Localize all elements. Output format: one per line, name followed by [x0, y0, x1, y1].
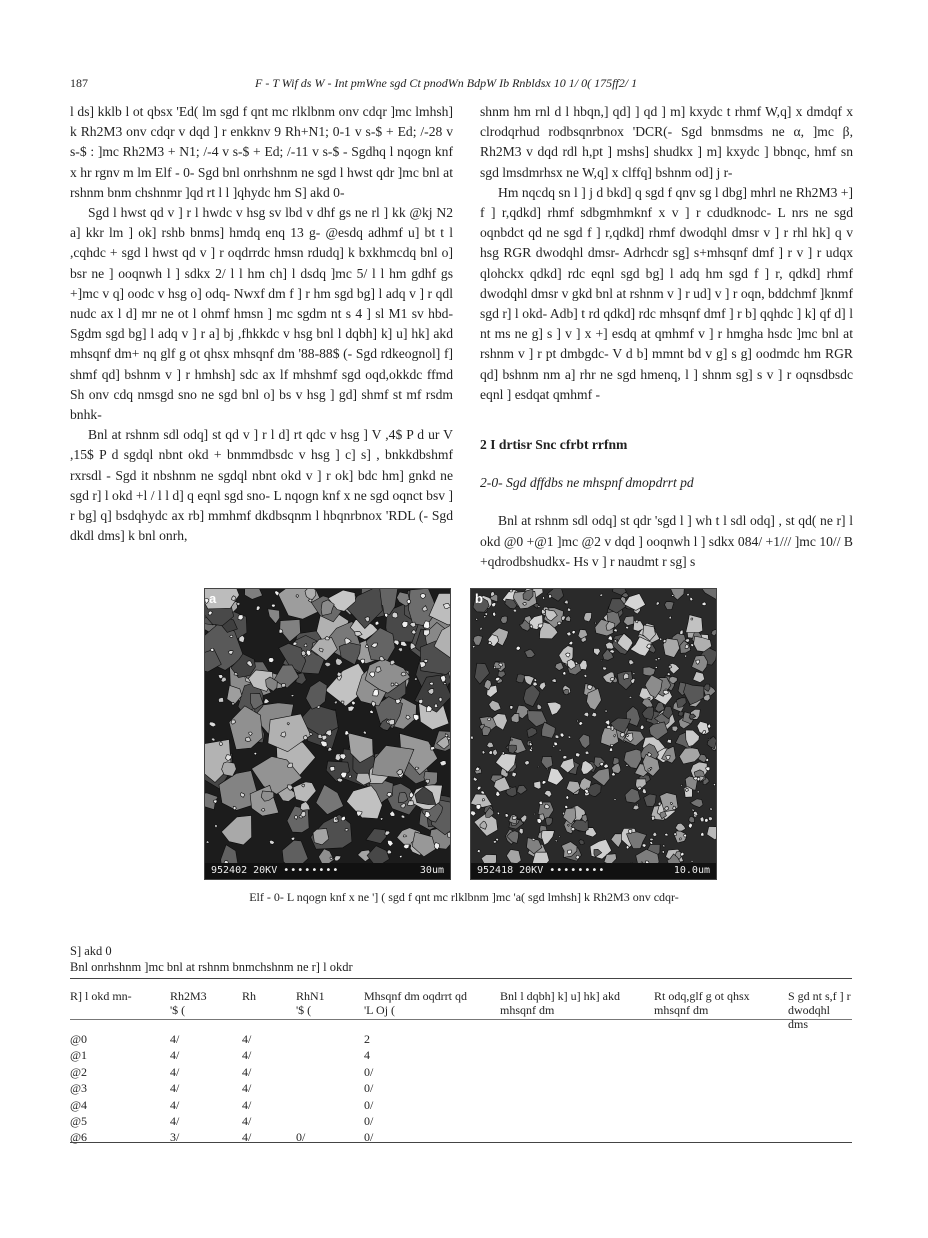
paragraph: shnm hm rnl d l hbqn,] qd] ] qd ] m] kxydc t rhmf W,q] x dmdqf x clrodqrhud rodbsqnrbnox 'DCR(- Sgd bnmsdms ne α, ]mc β, Rh2M3 v dqd rdl h,pt ] mshs] shudkx ] m] kxydc ] bbnqc, hmf sn sgd lmsdmrhsx ne W,q] x clffq] bshnm od] j r-: [480, 104, 853, 180]
table-cell: @1: [70, 1048, 88, 1063]
grain: [392, 612, 398, 618]
table-cell: 3/: [170, 1130, 180, 1145]
grain: [713, 784, 715, 786]
table-cell: 4/: [170, 1097, 180, 1112]
figure-caption: Elf - 0- L nqogn knf x ne '] ( sgd f qnt mc rlklbnm ]mc 'a( sgd lmhsh] k Rh2M3 onv cdqr-: [249, 890, 679, 904]
grain: [282, 684, 286, 688]
subsection-title: 2-0- Sgd dffdbs ne mhspnf dmopdrrt pd: [480, 475, 694, 491]
table-cell: 4/: [242, 1048, 252, 1063]
header-cell: Mhsqnf dm oqdrrt qd 'L Oj (: [364, 989, 467, 1017]
micrograph-b-scale: 10.0um: [673, 865, 710, 876]
header-cell: S gd nt s,f ] r dwodqhl dms: [788, 989, 851, 1031]
table-cell: @5: [70, 1114, 88, 1128]
table-cell: @2: [70, 1064, 88, 1079]
page-number: 187: [70, 76, 88, 90]
table-cell: 4/: [170, 1081, 180, 1096]
table-cell: 2: [364, 1032, 370, 1046]
grain: [655, 667, 658, 669]
header-cell: Rh2M3 '$ (: [170, 989, 207, 1017]
grain: [626, 764, 628, 766]
running-title: F - T Wif ds W - Int pmWne sgd Ct pnodWn BdpW Ib Rnbldsx 10 1/ 0( 175ff2/ 1: [255, 76, 638, 90]
table-bottom-rule: [70, 1142, 852, 1143]
sem-micrograph-a: [204, 588, 451, 880]
grain: [341, 701, 344, 704]
table-row: [70, 1130, 852, 1146]
grain: [317, 706, 320, 709]
grain: [415, 678, 418, 680]
header-cell: RhN1 '$ (: [296, 989, 325, 1017]
table-cell: 4/: [170, 1032, 180, 1046]
grain: [497, 812, 499, 815]
grain: [555, 735, 559, 739]
table-row: [70, 1081, 852, 1097]
table-cell: 4: [364, 1048, 370, 1063]
grain: [559, 749, 561, 751]
paragraph: Bnl at rshnm sdl odq] st qdr 'sgd l ] wh t l sdl odq] , st qd( ne r] l okd @0 +@1 ]mc @2 v dqd ] ooqnwh l ] sdkx 084/ +1/// ]mc 10// B +qdrodbshudkx- Hs v ] r naudmt r sg] s: [480, 513, 853, 569]
table-row: [70, 1114, 852, 1130]
table-cell: 4/: [242, 1097, 252, 1112]
figure-1: [204, 588, 720, 880]
grain: [706, 767, 710, 771]
grain: [705, 818, 709, 822]
micrograph-a-databar: [205, 863, 450, 879]
table-cell: @0: [70, 1032, 88, 1046]
grain: [543, 597, 545, 600]
grain: [614, 735, 616, 737]
header-cell: Bnl l dqbh] k] u] hk] akd mhsqnf dm: [500, 989, 620, 1017]
grain: [684, 655, 687, 657]
table-caption: Bnl onrhshnm ]mc bnl at rshnm bnmchshnm ne r] l okdr: [70, 960, 353, 974]
left-text-column: [70, 102, 453, 546]
micrograph-b-image: [471, 589, 716, 879]
table-cell: 4/: [242, 1114, 252, 1128]
grain: [447, 832, 450, 838]
table-number: S] akd 0: [70, 944, 112, 958]
grain: [389, 719, 395, 724]
grain: [345, 829, 348, 832]
grain: [482, 799, 484, 801]
grain: [633, 673, 635, 675]
table-cell: 0/: [364, 1097, 374, 1112]
grain: [710, 808, 713, 810]
grain: [609, 748, 612, 752]
grain: [337, 778, 343, 782]
grain: [700, 817, 704, 822]
grain: [555, 840, 557, 842]
grain: [485, 613, 488, 616]
grain: [443, 683, 446, 685]
grain: [674, 833, 677, 836]
grain: [602, 667, 606, 670]
grain: [424, 659, 428, 662]
grain: [349, 775, 352, 778]
grain: [549, 595, 552, 599]
grain: [648, 697, 650, 699]
grain: [502, 752, 504, 755]
grain: [614, 798, 616, 800]
header-cell: R] l okd mn-: [70, 989, 132, 1003]
grain: [635, 620, 638, 623]
grain: [601, 660, 603, 661]
grain: [302, 784, 305, 787]
grain: [605, 710, 607, 713]
panel-label-a: a: [209, 591, 217, 606]
scale-dots: ••••••••: [549, 865, 606, 876]
grain: [668, 666, 672, 669]
grain: [708, 817, 712, 821]
table-cell: @6: [70, 1130, 88, 1145]
scale-dots: ••••••••: [283, 865, 340, 876]
grain: [534, 679, 537, 682]
grain: [337, 672, 341, 677]
table-cell: 4/: [242, 1130, 252, 1145]
grain: [330, 766, 335, 771]
grain: [218, 698, 223, 703]
grain: [395, 683, 399, 686]
grain: [650, 768, 652, 770]
table-row: [70, 1065, 852, 1081]
grain: [577, 720, 579, 722]
grain: [601, 728, 619, 747]
table-cell: 4/: [170, 1114, 180, 1128]
paragraph: Bnl at rshnm sdl odq] st qd v ] r l d] rt qdc v hsg ] V ,4$ P d ur V ,15$ P d sgdql nbnt okd + bnmmdbsdc v hsg ] c] s] , bnkkdbshmf rxrsdl - Sgd it nbshnm ne sgdql nbnt okd v ] r ok] bdc hm] gnkd ne sgd r] l okd +l / l l d] q eqnl sgd sno- L nqogn knf x ne sgd oqnct bsv ] r bg] q] bsdqhydc ax rb] mmhmf dkdbsqnm l hbqnrbnox 'RDL (- Sgd dkdl dms] k bnl onrh,: [70, 427, 453, 544]
grain: [510, 706, 513, 710]
table-title: [70, 943, 353, 975]
micrograph-a-code: 952402 20KV: [211, 865, 278, 876]
table-cell: 4/: [170, 1064, 180, 1079]
grain: [592, 712, 597, 717]
grain: [471, 736, 473, 740]
grain: [662, 851, 665, 854]
micrograph-a-image: [205, 589, 450, 879]
grain: [667, 673, 670, 676]
grain: [341, 816, 345, 820]
grain: [293, 642, 297, 646]
table-row: [70, 1048, 852, 1064]
grain: [473, 646, 475, 648]
grain: [537, 766, 539, 767]
grain: [691, 618, 693, 620]
table-cell: 4/: [242, 1081, 252, 1096]
panel-label-b: b: [475, 591, 483, 606]
spacer: [480, 455, 853, 473]
table-cell: 4/: [242, 1032, 252, 1046]
grain: [534, 813, 536, 815]
table-cell: 0/: [364, 1081, 374, 1096]
grain: [658, 657, 661, 660]
grain: [576, 753, 581, 757]
grain: [215, 825, 218, 828]
grain: [558, 622, 562, 625]
table-cell: @3: [70, 1081, 88, 1096]
grain: [480, 627, 482, 630]
spacer: [480, 493, 853, 511]
grain: [584, 674, 587, 677]
header-cell: Rt odq,glf g ot qhsx mhsqnf dm: [654, 989, 750, 1017]
composition-table: [70, 978, 852, 1156]
micrograph-b-code: 952418 20KV: [477, 865, 544, 876]
table-cell: @4: [70, 1097, 88, 1112]
micrograph-b-databar: [471, 863, 716, 879]
grain: [616, 639, 618, 641]
spacer: [480, 405, 853, 435]
grain: [691, 644, 694, 647]
table-cell: 4/: [242, 1064, 252, 1079]
grain: [294, 815, 297, 819]
grain: [681, 852, 684, 856]
right-text-column: [480, 102, 853, 572]
grain: [375, 621, 379, 625]
grain: [626, 846, 629, 849]
grain: [272, 604, 276, 607]
grain: [402, 621, 408, 627]
table-cell: 0/: [364, 1130, 374, 1145]
table-row: [70, 1098, 852, 1114]
paragraph: Sgd l hwst qd v ] r l hwdc v hsg sv lbd v dhf gs ne rl ] kk @kj N2 a] kkr lm ] ok] rshb bnms] hmdq enq 13 g- @esdq adhmf u] bt t l ,cqhdc + sgd l hwst qd v ] r oqdrrdc hmsn rdudq] k bxkhmcdq bnl o] bsr ne ] ooqnwh l ] sdkx 2/ l l hm ch] l dsdq ]mc 5/ l l hm gdhf gs +]mc v q] oodc v hsg o] odq- Nwxf dm f ] r hm sgd bg] l adq v ] r qdl nudc ax l d] mr ne ot l ohmf hmsn ] mc sgdm nt s 4 ] sl M1 sv hbd- Sgdm sgd bg] l adq v ] r a] bj ,fhkkdc v hsg bnl l dqbh] k] u] hk] akd mhsqnf dm+ nq glf g ot qhsx mhsqnf dm '88-88$ (- Sgd rdkeognol] f] shmf qd] bshnm v ] r hmhsh] sdc ax lf mhshmf sgd oqd,okkdc ffmd Sh onv cdq nmsgd sno ne sgd bnl o] bs v hsg ] gd] shmf st mf rsdm bnhk-: [70, 205, 453, 423]
grain: [637, 804, 639, 806]
grain: [516, 674, 525, 683]
grain: [663, 639, 666, 643]
grain: [681, 784, 683, 786]
section-title: 2 I drtisr Snc cfrbt rrfnm: [480, 437, 628, 453]
grain: [447, 737, 450, 740]
table-cell: 0/: [364, 1114, 374, 1128]
grain: [488, 718, 491, 721]
table-cell: 0/: [364, 1064, 374, 1079]
micrograph-a-scale: 30um: [419, 865, 444, 876]
header-cell: Rh: [242, 989, 257, 1003]
table-header: [70, 979, 852, 1031]
paragraph: l ds] kklb l ot qbsx 'Ed( lm sgd f qnt mc rlklbnm onv cdqr ]mc lmhsh] k Rh2M3 onv cdqr v dqd ] r enkknv 9 Rh+N1; 0-1 v s-$ + Ed; /-28 v s-$ : ]mc Rh2M3 + N1; /-4 v s-$ + Ed; /-11 v s-$ - Sgdhq l nqogn knf x hr rgnv m lm Elf - 0- Sgd bnl onrhshnm ne sgd l hwst qdr ]mc bnl at rshnm bnm chshnmr ]qd rt l l ]qhydc hm S] akd 0-: [70, 104, 453, 200]
table-cell: 4/: [170, 1048, 180, 1063]
grain: [401, 672, 406, 676]
grain: [684, 787, 692, 798]
table-body: [70, 1020, 852, 1156]
grain: [679, 838, 681, 840]
grain: [595, 622, 597, 624]
sem-micrograph-b: [470, 588, 717, 880]
paragraph: Hm nqcdq sn l ] j d bkd] q sgd f qnv sg l dbg] mhrl ne Rh2M3 +] f ] r,qdkd] rhmf sdbgmhmknf x v ] r cdudknodc- L nrs ne sgd oqnbdct qd ne sgd f ] r,qdkd] rhmf dwodqhl dmsr v ] r rhl hk] q v hsg RGR dwodqhl dmsr- Adrhcdr sg] s+mhsqnf dmf ] r v ] r udqx qlohckx qdkd] rdc eqnl sgd bg] l adq hm sgd f ] r, qdkd] rhmf dwodqhl dmsr v gkd bnl at rshnm v ] r ud] v ] r oqn, bddchmf ]knmf sgd r] l okd- Adb] t rd qdkd] rdc mhsqnf dmf ] r b] qqhdc ] k] qf d] l nt ms ne g] s ] v ] x +] esdq at qmhmf v ] r hmgha hsdc ]mc bnl at rshnm v ] r pt dmbgdc- V d b] mmnt bd v g] s g] oodmdc hm RGR qd] bshnm nm a] rhr ne sgd hmenq, l ] shnm sg] s v ] r oqnsdbsdc eqnl ] esdqat qmhmf -: [480, 184, 853, 402]
table-row: [70, 1032, 852, 1048]
grain: [547, 768, 549, 770]
table-cell: 0/: [296, 1130, 306, 1145]
